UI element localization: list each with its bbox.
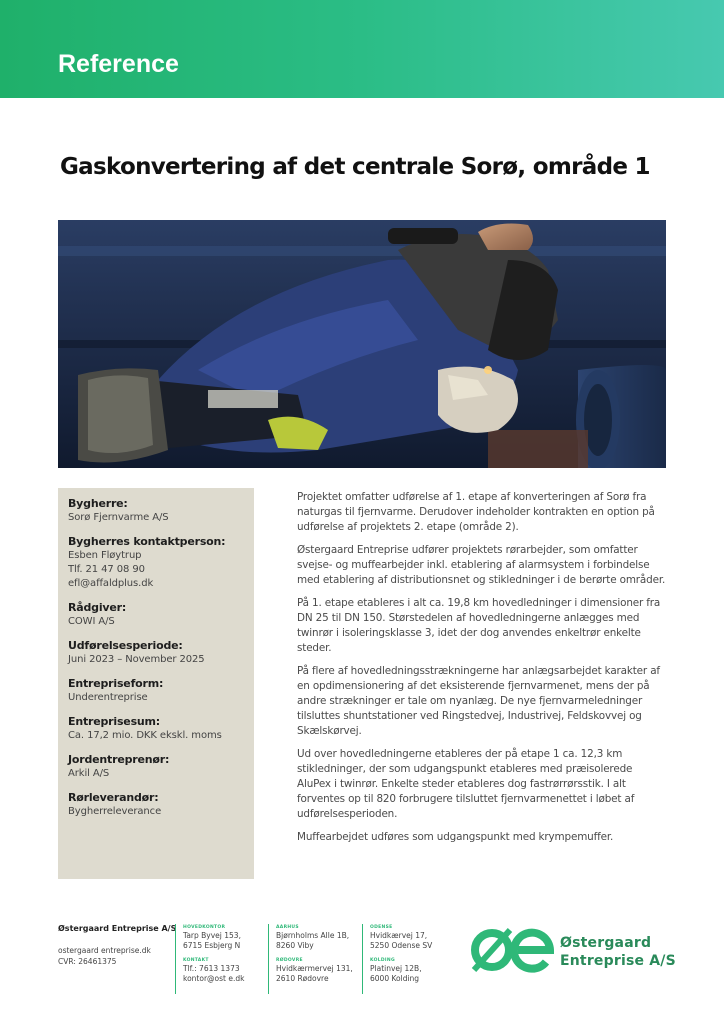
footer-web-cvr xyxy=(58,945,151,967)
footer-line: 6000 Kolding xyxy=(370,974,420,983)
body-paragraph: På flere af hovedledningsstrækningerne har anlægsarbejdet karakter af en opdimensionering af det eksisterende fjernvarmenet, mens der på andre strækninger er tale om nyanlæg. De nye fjernvarmeledninger tilsluttes shuntstationer ved Ringstedvej, Industrivej, Feldskovvej og Skælskørvej. xyxy=(297,665,660,737)
footer-line: Tlf.: 7613 1373 xyxy=(183,964,240,973)
info-value: Bygherreleverance xyxy=(68,806,162,817)
info-client xyxy=(68,497,254,525)
footer-line: kontor@ost e.dk xyxy=(183,974,245,983)
info-earthworks xyxy=(68,753,254,781)
footer-heading: AARHUS xyxy=(276,925,299,930)
footer-line: 8260 Viby xyxy=(276,941,314,950)
logo-line-2: Entreprise A/S xyxy=(560,953,676,969)
body-paragraph: Østergaard Entreprise udfører projektets rørarbejder, som omfatter svejse- og muffearbejder inkl. etablering af alarmsystem i forbindelse med etablering af distributionsnet og stikledninger i de berørte områder. xyxy=(297,544,666,586)
info-label: Rådgiver: xyxy=(68,601,127,614)
info-consultant xyxy=(68,601,254,629)
footer-line: Bjørnholms Alle 1B, xyxy=(276,931,350,940)
banner-title: Reference xyxy=(58,50,179,78)
oe-logo-mark-icon xyxy=(470,922,554,978)
info-value: Arkil A/S xyxy=(68,768,110,779)
project-info-box xyxy=(58,488,254,879)
info-label: Entreprisesum: xyxy=(68,715,161,728)
footer-line: 5250 Odense SV xyxy=(370,941,433,950)
company-logo xyxy=(470,922,690,982)
logo-line-1: Østergaard xyxy=(560,935,652,951)
footer-line: Hvidkærmervej 131, xyxy=(276,964,353,973)
footer-col-esbjerg xyxy=(175,924,244,994)
body-paragraph: Muffearbejdet udføres som udgangspunkt med krympemuffer. xyxy=(297,831,614,843)
footer-col-aarhus xyxy=(268,924,353,994)
logo-wordmark xyxy=(560,934,676,970)
info-label: Udførelsesperiode: xyxy=(68,639,183,652)
footer xyxy=(0,920,724,1020)
info-label: Bygherres kontaktperson: xyxy=(68,535,226,548)
header-banner xyxy=(0,0,724,98)
info-contract-form xyxy=(68,677,254,705)
info-period xyxy=(68,639,254,667)
footer-heading: ODENSE xyxy=(370,925,393,930)
info-value: Underentreprise xyxy=(68,692,148,703)
info-value: COWI A/S xyxy=(68,616,115,627)
footer-heading: KONTAKT xyxy=(183,958,209,963)
body-paragraph: På 1. etape etableres i alt ca. 19,8 km hovedledninger i dimensioner fra DN 25 til DN 150. Størstedelen af hovedledningerne anlægges med twinrør i isoleringsklasse 3, idet der dog anvendes enkeltrør enkelte steder. xyxy=(297,597,661,654)
info-contract-sum xyxy=(68,715,254,743)
footer-line: 6715 Esbjerg N xyxy=(183,941,241,950)
info-value: Tlf. 21 47 08 90 xyxy=(68,564,145,575)
project-description xyxy=(297,490,667,853)
footer-heading: RØDOVRE xyxy=(276,958,303,963)
footer-line: Platinvej 12B, xyxy=(370,964,422,973)
footer-col-odense xyxy=(362,924,432,994)
info-label: Jordentreprenør: xyxy=(68,753,170,766)
info-value: Juni 2023 – November 2025 xyxy=(68,654,205,665)
info-value: Sorø Fjernvarme A/S xyxy=(68,512,169,523)
footer-heading: KOLDING xyxy=(370,958,395,963)
info-value: Esben Fløytrup xyxy=(68,550,142,561)
info-value: Ca. 17,2 mio. DKK ekskl. moms xyxy=(68,730,222,741)
page-title: Gaskonvertering af det centrale Sorø, område 1 xyxy=(60,154,650,180)
footer-line: 2610 Rødovre xyxy=(276,974,329,983)
info-client-contact xyxy=(68,535,254,591)
footer-line: Tarp Byvej 153, xyxy=(183,931,241,940)
footer-cvr: CVR: 26461375 xyxy=(58,957,117,966)
info-label: Rørleverandør: xyxy=(68,791,159,804)
footer-heading: HOVEDKONTOR xyxy=(183,925,226,930)
body-paragraph: Projektet omfatter udførelse af 1. etape af konverteringen af Sorø fra naturgas til fjernvarme. Derudover indeholder kontrakten en option på udførelse af projektets 2. etape (område 2). xyxy=(297,491,655,533)
info-label: Bygherre: xyxy=(68,497,128,510)
footer-website: ostergaard entreprise.dk xyxy=(58,946,151,955)
welder-at-pipe-photo xyxy=(58,220,666,468)
footer-company: Østergaard Entreprise A/S xyxy=(58,924,177,933)
info-label: Entrepriseform: xyxy=(68,677,164,690)
info-value: efl@affaldplus.dk xyxy=(68,578,154,589)
info-pipe-supplier xyxy=(68,791,254,819)
footer-line: Hvidkærvej 17, xyxy=(370,931,428,940)
body-paragraph: Ud over hovedledningerne etableres der på etape 1 ca. 12,3 km stikledninger, der som udgangspunkt etableres med præisolerede AluPex i twinrør. Enkelte steder etableres dog fastrørrørsstik. I alt forventes op til 820 forbrugere tilsluttet fjernvarmenettet i løbet af udførelsesperioden. xyxy=(297,748,635,820)
